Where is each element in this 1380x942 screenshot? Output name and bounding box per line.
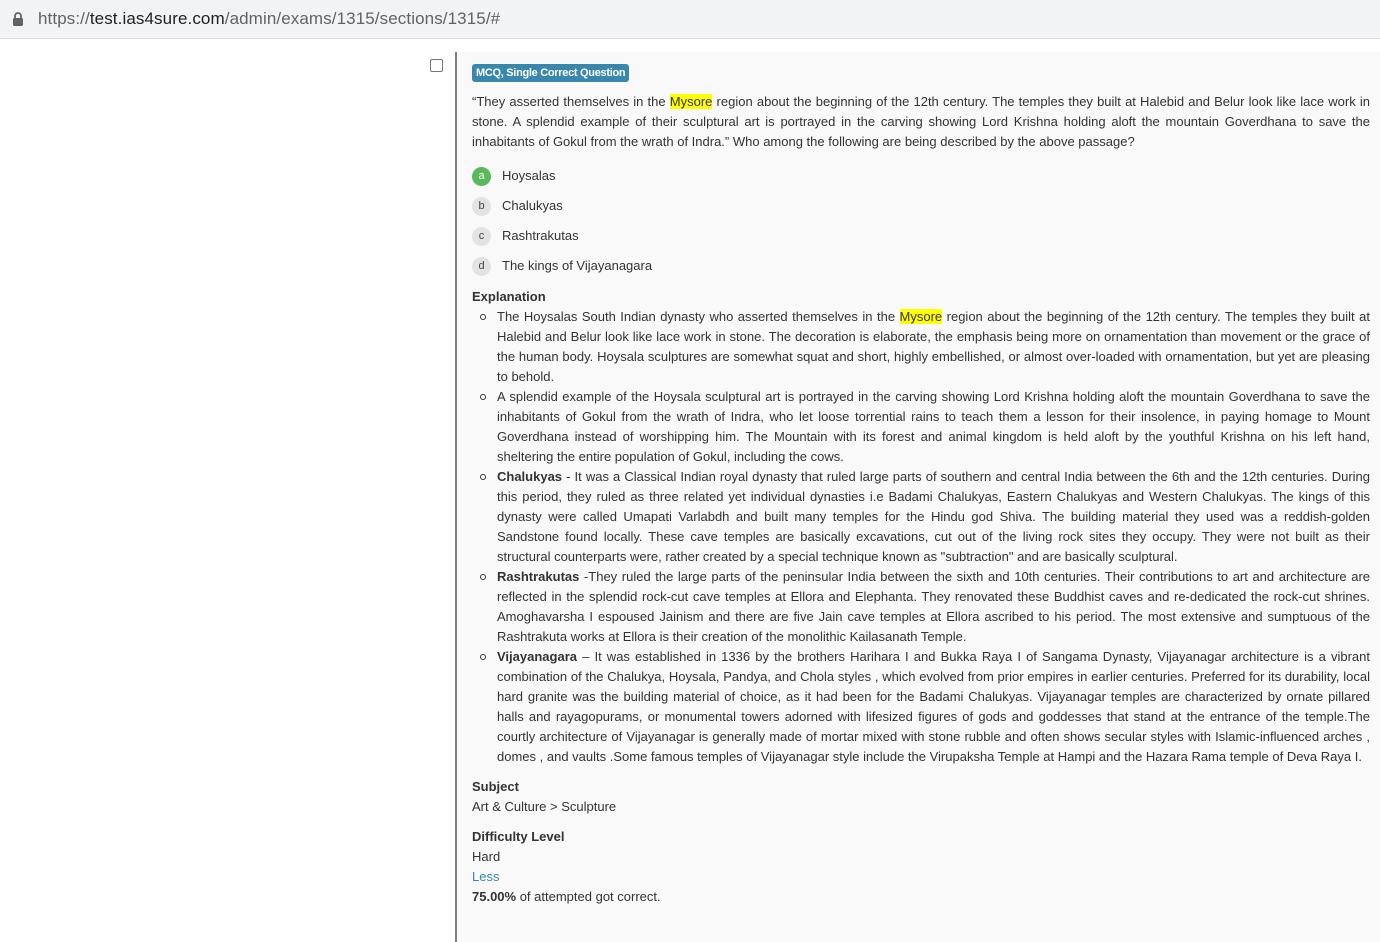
question-text [472, 92, 1370, 152]
explanation-item-text: A splendid example of the Hoysala sculptural art is portrayed in the carving showing Lord Krishna holding aloft the mountain Goverdhana to save the inhabitants of Gokul from the wrath of Indra, who let loose torrential rains to teach them a lesson for their insolence, in paying homage to Mount Goverdhana instead of worshipping him. The Mountain with its forest and animal kingdom is held aloft by the youthful Krishna on his left hand, sheltering the entire population of Gokul, including the cows. [497, 389, 1370, 464]
attempt-percent: 75.00% [472, 889, 517, 904]
option-d[interactable] [472, 251, 1370, 281]
option-a[interactable] [472, 161, 1370, 191]
url-host: test.ias4sure.com [89, 9, 225, 28]
explanation-item-hoysalas [472, 307, 1370, 387]
url-text[interactable] [38, 9, 500, 29]
option-label: The kings of Vijayanagara [502, 258, 653, 273]
question-type-badge: MCQ, Single Correct Question [472, 64, 629, 82]
option-letter: b [472, 197, 491, 216]
option-letter-correct: a [472, 167, 491, 186]
explanation-item-text: – It was established in 1336 by the brothers Harihara I and Bukka Raya I of Sangama Dynasty, Vijayanagar architecture is a vibrant combination of the Chalukya, Hoysala, Pandya, and Chola styles , which evolved from prior empires in earlier centuries. Preferred for its durability, local hard granite was the building material of choice, as it had been for the Badami Chalukyas. Vijayanagar temples are characterized by ornate pillared halls and rayagopurams, or monumental towers adorned with lifesized figures of gods and goddesses that stand at the entrance of the temple.The courtly architecture of Vijayanagar is generally made of mortar mixed with stone rubble and often shows secular styles with Islamic-influenced arches , domes , and vaults .Some famous temples of Vijayanagar style include the Virupaksha Temple at Hampi and the Hazara Rama temple of Deva Raya I. [497, 649, 1370, 764]
browser-address-bar[interactable] [0, 0, 1380, 39]
option-letter: d [472, 257, 491, 276]
explanation-item-goverdhana [472, 387, 1370, 467]
difficulty-heading: Difficulty Level [472, 829, 565, 844]
explanation-section [472, 287, 1370, 767]
explanation-item-text: region about the beginning of the 12th century. The temples they built at Halebid and Belur look like lace work in stone. The decoration is elaborate, the emphasis being more on ornamentation than movement or the grace of the human body. Hoysala sculptures are somewhat squat and short, highly embellished, or almost over-loaded with ornamentation, but yet are pleasing to behold. [497, 309, 1370, 384]
question-text-after: region about the beginning of the 12th century. The temples they built at Halebid and Belur look like lace work in stone. A splendid example of their sculptural art is portrayed in the carving showing Lord Krishna holding aloft the mountain Goverdhana to save the inhabitants of Gokul from the wrath of Indra.” Who among the following are being described by the above passage? [472, 94, 1370, 149]
explanation-list [472, 307, 1370, 767]
question-highlight: Mysore [669, 94, 713, 109]
explanation-item-bold: Chalukyas [497, 469, 563, 484]
option-b[interactable] [472, 191, 1370, 221]
option-label: Chalukyas [502, 198, 563, 213]
explanation-item-rashtrakutas [472, 567, 1370, 647]
select-question-checkbox[interactable] [430, 59, 443, 72]
difficulty-value: Hard [472, 849, 501, 864]
url-path: /admin/exams/1315/sections/1315/# [224, 9, 501, 28]
explanation-item-chalukyas [472, 467, 1370, 567]
subject-heading: Subject [472, 779, 519, 794]
attempt-stats [472, 887, 1370, 907]
explanation-item-bold: Vijayanagara [497, 649, 577, 664]
explanation-item-highlight: Mysore [899, 309, 943, 324]
explanation-item-vijayanagara [472, 647, 1370, 767]
attempt-percent-text: of attempted got correct. [516, 889, 661, 904]
explanation-heading: Explanation [472, 289, 546, 304]
option-c[interactable] [472, 221, 1370, 251]
explanation-item-text: -They ruled the large parts of the peninsular India between the sixth and 10th centuries. Their contributions to art and architecture are reflected in the splendid rock-cut cave temples at Ellora and Elephanta. They renovated these Buddhist caves and re-dedicated the rock-cut shrines. Amoghavarsha I espoused Jainism and there are five Jain cave temples at Ellora ascribed to his period. The most extensive and sumptuous of the Rashtrakuta works at Ellora is their creation of the monolithic Kailasanath Temple. [497, 569, 1370, 644]
question-content [472, 62, 1370, 907]
subject-section [472, 777, 1370, 817]
less-link[interactable]: Less [472, 869, 500, 884]
explanation-item-text: - It was a Classical Indian royal dynasty that ruled large parts of southern and central India between the 6th and the 12th centuries. During this period, they ruled as three related yet individual dynasties i.e Badami Chalukyas, Eastern Chalukyas and Western Chalukyas. The kings of this dynasty were called Umapati Varlabdh and built many temples for the Hindu god Shiva. The building material they used was a reddish-golden Sandstone found locally. These cave temples are basically excavations, cut out of the living rock sites they occupy. They were not built as their structural counterparts were, rather created by a special technique known as "subtraction" and are basically sculptural. [497, 469, 1370, 564]
url-prefix: https:// [38, 9, 90, 28]
difficulty-section [472, 827, 1370, 907]
options-list [472, 161, 1370, 281]
lock-icon [11, 11, 25, 27]
option-label: Rashtrakutas [502, 228, 579, 243]
option-letter: c [472, 227, 491, 246]
subject-value: Art & Culture > Sculpture [472, 799, 617, 814]
explanation-item-text-before: The Hoysalas South Indian dynasty who asserted themselves in the [497, 309, 900, 324]
explanation-item-bold: Rashtrakutas [497, 569, 580, 584]
option-label: Hoysalas [502, 168, 556, 183]
question-text-before: “They asserted themselves in the [472, 94, 670, 109]
